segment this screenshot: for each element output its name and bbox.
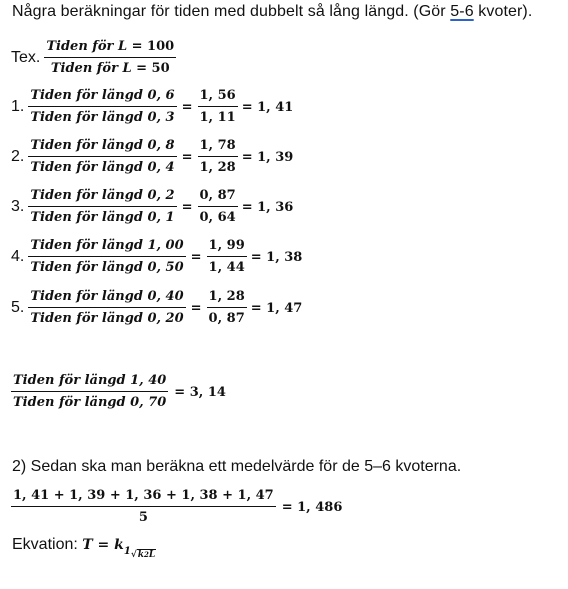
- value-fraction: [198, 87, 238, 127]
- fraction-bar: [44, 57, 176, 58]
- fraction-bar: [28, 106, 176, 107]
- value-fraction: [207, 288, 247, 328]
- extra-denominator: Tiden för längd 0, 70: [13, 395, 167, 410]
- ratio-result: = 1, 47: [250, 300, 303, 316]
- ratio-result: = 1, 38: [250, 249, 303, 265]
- ratio-number: 5.: [11, 299, 25, 316]
- example-denominator: Tiden för L = 50: [50, 61, 170, 76]
- ratio-denominator: Tiden för längd 0, 3: [30, 110, 175, 125]
- value-denominator: 1, 44: [208, 260, 245, 275]
- step2-text: 2) Sedan ska man beräkna ett medelvärde för de 5–6 kvoterna.: [12, 458, 462, 475]
- ratio-number: 1.: [11, 98, 25, 115]
- equals-sign: =: [181, 99, 193, 115]
- value-fraction: [198, 187, 238, 227]
- value-numerator: 1, 78: [199, 138, 236, 153]
- value-denominator: 0, 64: [199, 210, 236, 225]
- ratio-denominator: Tiden för längd 0, 1: [30, 210, 175, 225]
- mean-numerator: 1, 41 + 1, 39 + 1, 36 + 1, 38 + 1, 47: [13, 488, 274, 503]
- radicand: k2L: [137, 550, 156, 560]
- ratio-row-2: [11, 137, 293, 177]
- example-lead: Tex.: [11, 49, 41, 66]
- ratio-fraction: [28, 87, 176, 127]
- ratio-row-3: [11, 187, 293, 227]
- extra-fraction: [11, 372, 168, 412]
- fraction-bar: [198, 206, 238, 207]
- equals-sign: =: [181, 149, 193, 165]
- ratio-row-5: [11, 288, 302, 328]
- fraction-bar: [11, 391, 168, 392]
- mean-fraction: [11, 487, 276, 527]
- ratio-denominator: Tiden för längd 0, 20: [30, 311, 184, 326]
- ratio-fraction: [28, 288, 185, 328]
- ratio-result: = 1, 36: [241, 199, 294, 215]
- value-denominator: 1, 11: [199, 110, 236, 125]
- value-fraction: [198, 137, 238, 177]
- ratio-numerator: Tiden för längd 0, 8: [30, 138, 175, 153]
- ratio-fraction: [28, 137, 176, 177]
- ratio-numerator: Tiden för längd 0, 40: [30, 289, 184, 304]
- ratio-denominator: Tiden för längd 0, 4: [30, 160, 175, 175]
- equals-sign: =: [190, 249, 202, 265]
- fraction-bar: [28, 307, 185, 308]
- ratio-number: 3.: [11, 198, 25, 215]
- extra-ratio-row: [11, 372, 226, 412]
- mean-row: [11, 487, 342, 527]
- example-fraction: [44, 38, 176, 78]
- example-row: [11, 38, 176, 78]
- value-denominator: 1, 28: [199, 160, 236, 175]
- extra-numerator: Tiden för längd 1, 40: [13, 373, 167, 388]
- ratio-number: 4.: [11, 248, 25, 265]
- value-numerator: 1, 99: [208, 238, 245, 253]
- ratio-result: = 1, 39: [241, 149, 294, 165]
- fraction-bar: [11, 506, 276, 507]
- equation-label: Ekvation:: [12, 536, 78, 553]
- fraction-bar: [198, 156, 238, 157]
- ratio-row-4: [11, 237, 302, 277]
- ratio-fraction: [28, 187, 176, 227]
- mean-denominator: 5: [138, 510, 148, 525]
- fraction-bar: [28, 256, 185, 257]
- ratio-numerator: Tiden för längd 0, 6: [30, 88, 175, 103]
- equals-sign: =: [181, 199, 193, 215]
- heading-post: kvoter).: [473, 3, 533, 20]
- fraction-bar: [198, 106, 238, 107]
- fraction-bar: [28, 156, 176, 157]
- ratio-numerator: Tiden för längd 1, 00: [30, 238, 184, 253]
- heading-underlined: 5-6: [450, 3, 474, 20]
- equation-line: [12, 536, 156, 560]
- value-numerator: 1, 56: [199, 88, 236, 103]
- heading-pre: Några beräkningar för tiden med dubbelt så lång längd. (Gör: [12, 3, 451, 20]
- ratio-numerator: Tiden för längd 0, 2: [30, 188, 175, 203]
- ratio-result: = 1, 41: [241, 99, 294, 115]
- heading-text: [12, 3, 532, 21]
- ratio-row-1: [11, 87, 293, 127]
- ratio-denominator: Tiden för längd 0, 50: [30, 260, 184, 275]
- value-fraction: [207, 237, 247, 277]
- value-numerator: 0, 87: [199, 188, 236, 203]
- fraction-bar: [207, 307, 247, 308]
- value-numerator: 1, 28: [208, 289, 245, 304]
- extra-result: = 3, 14: [174, 384, 226, 400]
- fraction-bar: [207, 256, 247, 257]
- sqrt-icon: √k2L: [130, 550, 156, 560]
- example-numerator: Tiden för L = 100: [46, 39, 175, 54]
- equals-sign: =: [190, 300, 202, 316]
- ratio-number: 2.: [11, 148, 25, 165]
- equation-math: $T = k_1√k2L$: [82, 537, 156, 560]
- mean-result: = 1, 486: [281, 499, 343, 515]
- value-denominator: 0, 87: [208, 311, 245, 326]
- ratio-fraction: [28, 237, 185, 277]
- fraction-bar: [28, 206, 176, 207]
